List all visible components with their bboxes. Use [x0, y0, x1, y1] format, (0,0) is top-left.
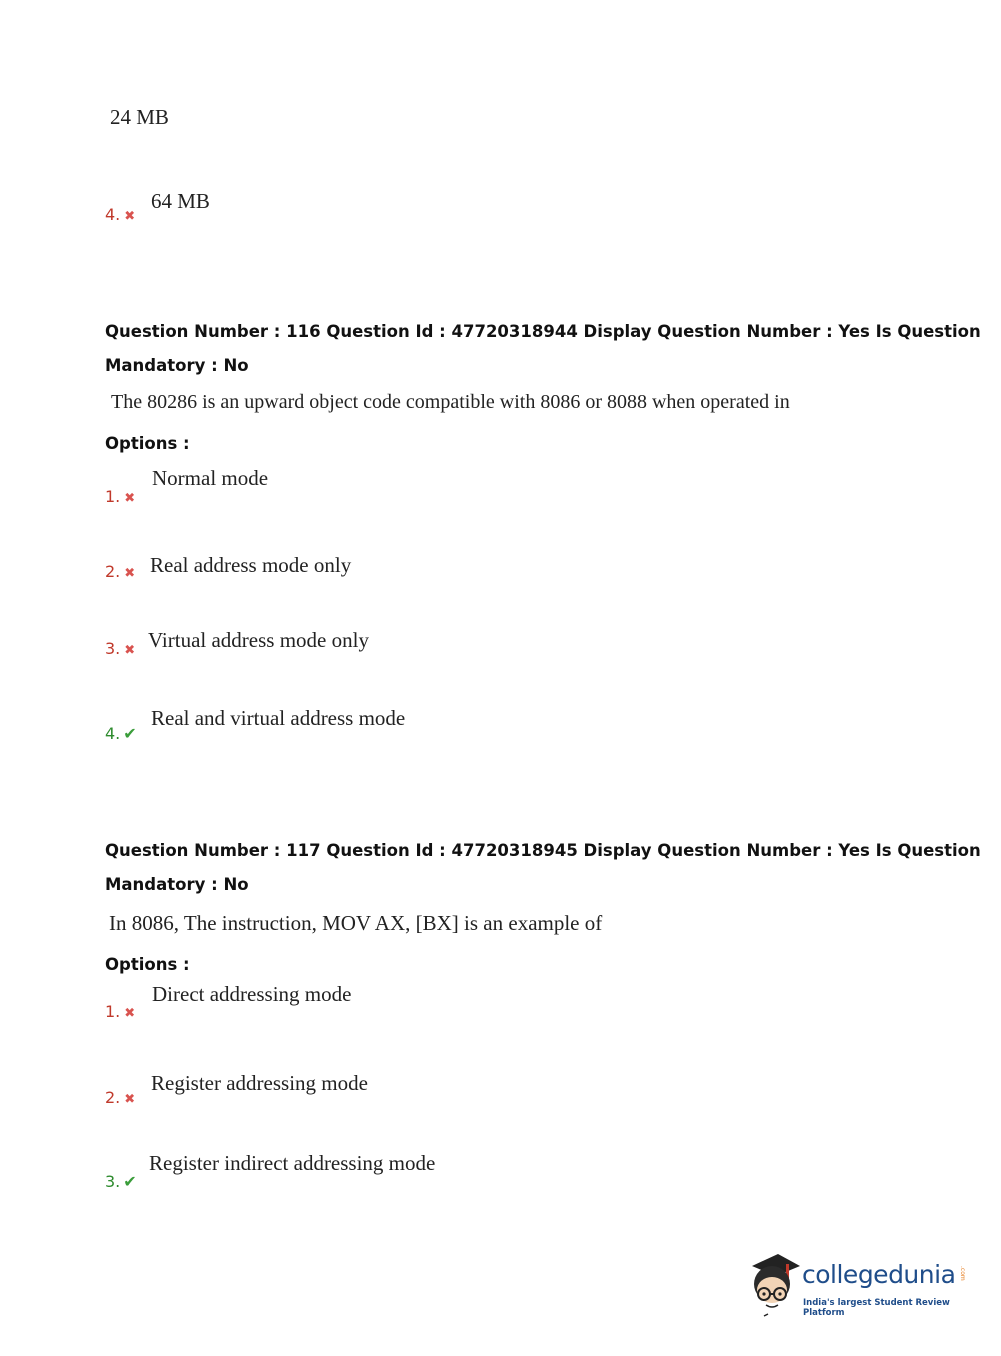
option-number-label: 2.	[105, 562, 121, 581]
option-number-label: 3.	[105, 1172, 121, 1191]
option-number	[105, 562, 135, 581]
option-number-label: 4.	[105, 724, 121, 743]
option-number-label: 2.	[105, 1088, 121, 1107]
option-number-label: 4.	[105, 205, 121, 224]
option-number	[105, 1172, 137, 1191]
cross-icon: ✖	[124, 1092, 136, 1107]
option-number	[105, 724, 137, 743]
option-number-label: 1.	[105, 487, 121, 506]
check-icon: ✔	[123, 1172, 137, 1191]
option-number-label: 1.	[105, 1002, 121, 1021]
option-text: Real address mode only	[150, 553, 352, 577]
cross-icon: ✖	[124, 566, 136, 581]
question-text: In 8086, The instruction, MOV AX, [BX] is an example of	[109, 911, 603, 935]
option-text: Virtual address mode only	[148, 628, 369, 652]
options-label: Options :	[105, 955, 190, 974]
option-text: Register indirect addressing mode	[149, 1151, 436, 1175]
mascot-graduation-cap-icon	[742, 1250, 804, 1320]
option-text: Normal mode	[152, 466, 269, 490]
question-mandatory: Mandatory : No	[105, 875, 249, 894]
option-text: Direct addressing mode	[152, 982, 352, 1006]
option-number	[105, 1002, 135, 1021]
cross-icon: ✖	[124, 491, 136, 506]
option-number-label: 3.	[105, 639, 121, 658]
options-label: Options :	[105, 434, 190, 453]
question-mandatory: Mandatory : No	[105, 356, 249, 375]
question-header: Question Number : 116 Question Id : 47720318944 Display Question Number : Yes Is Question	[105, 322, 981, 341]
collegedunia-logo	[742, 1250, 972, 1320]
question-header: Question Number : 117 Question Id : 47720318945 Display Question Number : Yes Is Question	[105, 841, 981, 860]
cross-icon: ✖	[124, 209, 136, 224]
option-text: 24 MB	[110, 105, 169, 129]
option-text: Real and virtual address mode	[151, 706, 406, 730]
logo-tagline: India's largest Student Review Platform	[803, 1298, 950, 1318]
option-number	[105, 205, 135, 224]
logo-domain-suffix: .com	[959, 1266, 966, 1281]
check-icon: ✔	[123, 724, 137, 743]
option-number	[105, 1088, 135, 1107]
question-text: The 80286 is an upward object code compatible with 8086 or 8088 when operated in	[111, 391, 790, 413]
cross-icon: ✖	[124, 1006, 136, 1021]
logo-wordmark: collegedunia	[802, 1260, 956, 1289]
cross-icon: ✖	[124, 643, 136, 658]
option-number	[105, 639, 135, 658]
option-text: Register addressing mode	[151, 1071, 368, 1095]
option-text: 64 MB	[151, 189, 210, 213]
option-number	[105, 487, 135, 506]
